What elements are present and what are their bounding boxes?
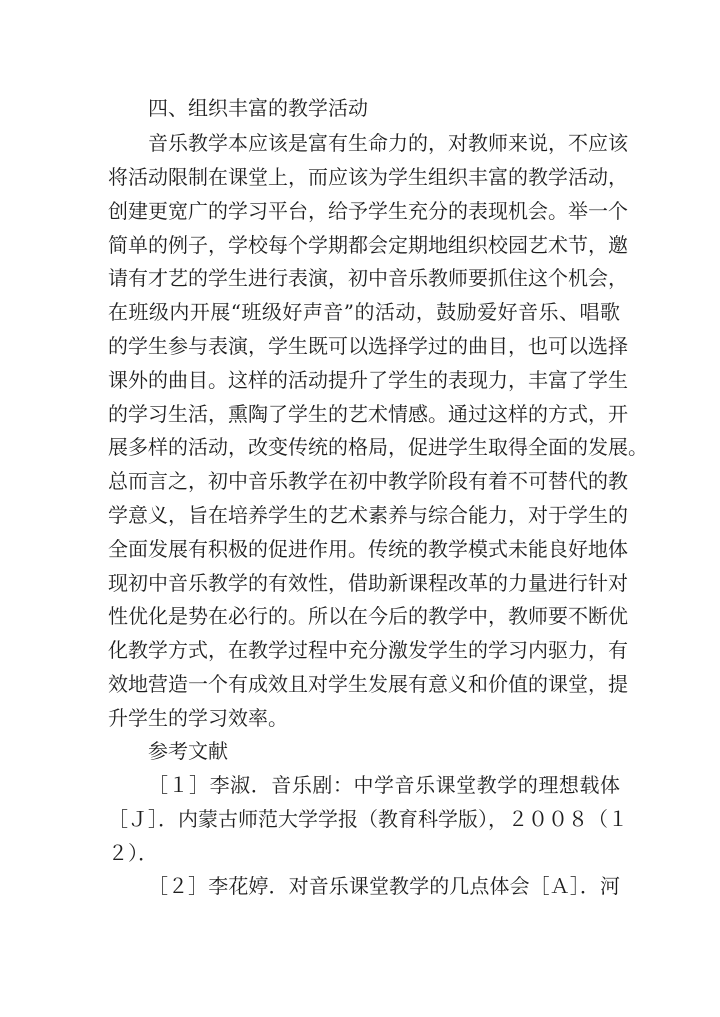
body-line: 将活动限制在课堂上，而应该为学生组织丰富的教学活动， — [108, 165, 628, 189]
reference-line: ［２］李花婷．对音乐课堂教学的几点体会［Ａ］．河 — [148, 874, 620, 898]
body-line: 课外的曲目。这样的活动提升了学生的表现力，丰富了学生 — [108, 368, 628, 392]
body-line: 升学生的学习效率。 — [108, 706, 288, 730]
body-line: 现初中音乐教学的有效性，借助新课程改革的力量进行针对 — [108, 571, 628, 595]
body-line: 总而言之，初中音乐教学在初中教学阶段有着不可替代的教 — [108, 469, 628, 493]
reference-line: ［Ｊ］．内蒙古师范大学学报（教育科学版），２００８（１ — [108, 807, 628, 831]
body-line: 简单的例子，学校每个学期都会定期地组织校园艺术节，邀 — [108, 233, 628, 257]
body-line: 请有才艺的学生进行表演，初中音乐教师要抓住这个机会， — [108, 266, 628, 290]
body-line: 的学生参与表演，学生既可以选择学过的曲目，也可以选择 — [108, 334, 628, 358]
body-line: 学意义，旨在培养学生的艺术素养与综合能力，对于学生的 — [108, 503, 628, 527]
reference-line: ［１］李淑．音乐剧：中学音乐课堂教学的理想载体 — [148, 773, 620, 797]
body-line: 全面发展有积极的促进作用。传统的教学模式未能良好地体 — [108, 537, 628, 561]
body-line: 音乐教学本应该是富有生命力的，对教师来说，不应该 — [148, 131, 628, 155]
body-line: 的学习生活，熏陶了学生的艺术情感。通过这样的方式，开 — [108, 402, 628, 426]
body-line: 性优化是势在必行的。所以在今后的教学中，教师要不断优 — [108, 604, 628, 628]
body-line: 在班级内开展“班级好声音”的活动，鼓励爱好音乐、唱歌 — [108, 300, 620, 324]
body-line: 效地营造一个有成效且对学生发展有意义和价值的课堂，提 — [108, 672, 628, 696]
section-heading: 四、组织丰富的教学活动 — [148, 96, 368, 120]
body-line: 化教学方式，在教学过程中充分激发学生的学习内驱力，有 — [108, 638, 628, 662]
references-heading: 参考文献 — [148, 739, 228, 763]
reference-line: ２）． — [108, 841, 158, 865]
body-line: 创建更宽广的学习平台，给予学生充分的表现机会。举一个 — [108, 199, 628, 223]
body-line: 展多样的活动，改变传统的格局，促进学生取得全面的发展。 — [108, 435, 648, 459]
